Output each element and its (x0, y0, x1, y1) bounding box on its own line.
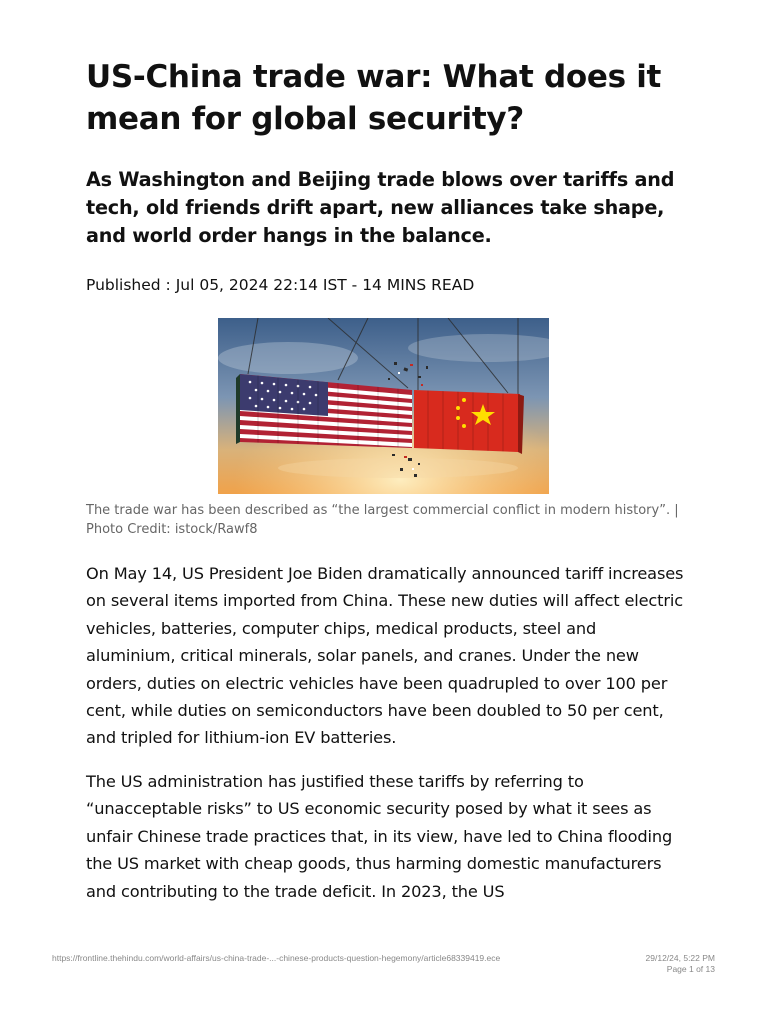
footer-datetime: 29/12/24, 5:22 PM (645, 953, 715, 963)
footer-page-number: Page 1 of 13 (666, 964, 715, 974)
shipping-containers-flags-illustration (218, 318, 549, 494)
article-paragraph: On May 14, US President Joe Biden dramatically announced tariff increases on several items imported from China. These new duties will affect electric vehicles, batteries, computer chips, medical products, steel and aluminium, critical minerals, solar panels, and cranes. Under the new orders, duties on electric vehicles have been quadrupled to over 100 per cent, while duties on semiconductors have been doubled to 50 per cent, and tripled for lithium-ion EV batteries. (86, 564, 684, 748)
footer-url: https://frontline.thehindu.com/world-affairs/us-china-trade-...-chinese-products-question-hegemony/article68339419.ece (52, 953, 501, 963)
footer-meta (646, 953, 715, 975)
article-title: US-China trade war: What does it mean for global security? (86, 59, 662, 137)
image-caption: The trade war has been described as “the largest commercial conflict in modern history”. | Photo Credit: istock/Rawf8 (86, 503, 679, 537)
published-line: Published : Jul 05, 2024 22:14 IST - 14 MINS READ (86, 276, 475, 294)
article-paragraph: The US administration has justified these tariffs by referring to “unacceptable risks” to US economic security posed by what it sees as unfair Chinese trade practices that, in its view, have led to China flooding the US market with cheap goods, thus harming domestic manufacturers and contributing to the trade deficit. In 2023, the US (86, 772, 673, 901)
article-subtitle: As Washington and Beijing trade blows over tariffs and tech, old friends drift apart, new alliances take shape, and world order hangs in the balance. (86, 168, 675, 247)
article-image (218, 318, 549, 494)
